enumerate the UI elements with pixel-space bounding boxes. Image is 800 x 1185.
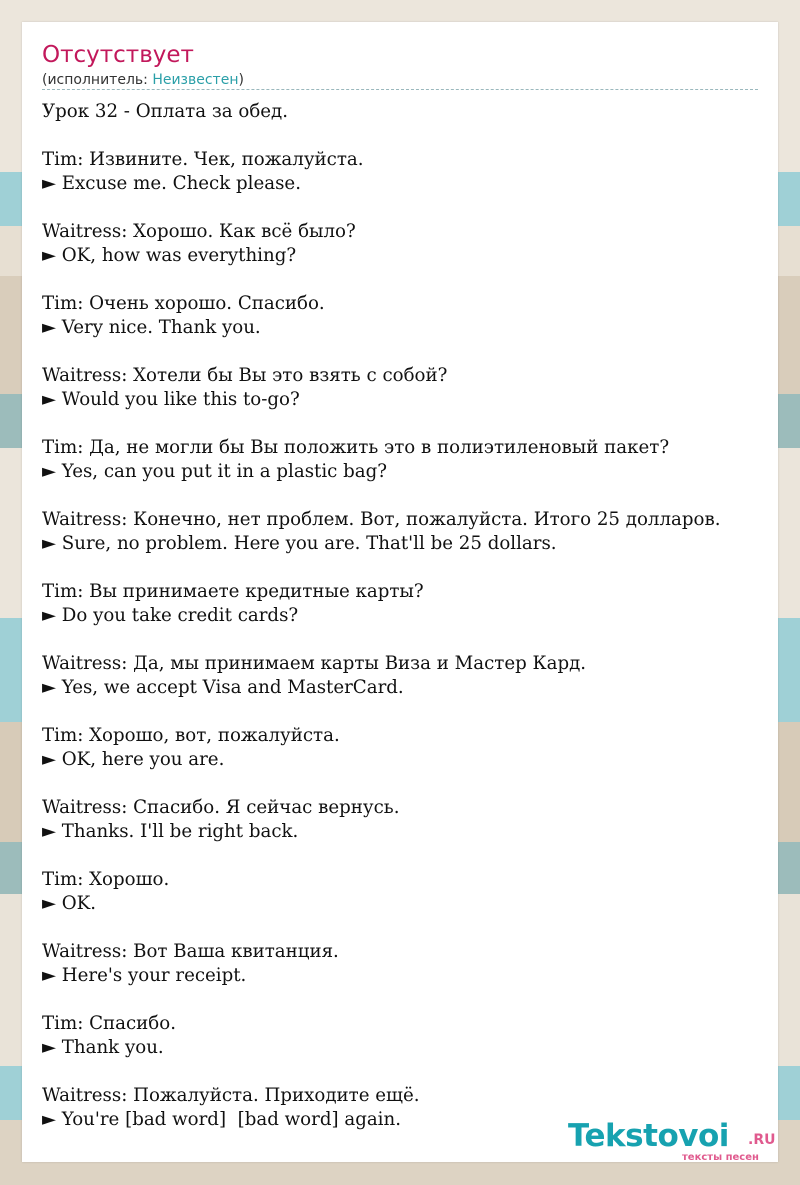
- lyrics-line: Tim: Вы принимаете кредитные карты?: [42, 581, 424, 602]
- lyrics-line: Tim: Хорошо.: [42, 869, 170, 890]
- lyrics-card: [22, 22, 778, 1162]
- lyrics-line: ► Yes, can you put it in a plastic bag?: [42, 461, 387, 482]
- logo-wordmark: Tekstovoi: [568, 1118, 729, 1154]
- lyrics-line: ► Do you take credit cards?: [42, 605, 299, 626]
- title-divider: [42, 89, 758, 90]
- logo-tagline: тексты песен: [682, 1152, 759, 1163]
- lyrics-line: ► Excuse me. Check please.: [42, 173, 301, 194]
- lyrics-line: Waitress: Да, мы принимаем карты Виза и Мастер Кард.: [42, 653, 587, 674]
- lyrics-line: ► Sure, no problem. Here you are. That'll be 25 dollars.: [42, 533, 557, 554]
- artist-suffix: ): [238, 72, 244, 88]
- lyrics-line: Tim: Спасибо.: [42, 1013, 176, 1034]
- lyrics-blank-line: [42, 412, 800, 436]
- lyrics-blank-line: [42, 484, 800, 508]
- lyrics-line: ► Yes, we accept Visa and MasterCard.: [42, 677, 404, 698]
- tekstovoi-logo[interactable]: [568, 1118, 778, 1164]
- lyrics-line: ► Very nice. Thank you.: [42, 317, 261, 338]
- lyrics-line: Урок 32 - Оплата за обед.: [42, 101, 289, 122]
- artist-prefix: (исполнитель:: [42, 72, 153, 88]
- lyrics-line: ► OK, here you are.: [42, 749, 225, 770]
- lyrics-line: Waitress: Спасибо. Я сейчас вернусь.: [42, 797, 400, 818]
- lyrics-line: ► OK.: [42, 893, 97, 914]
- lyrics-blank-line: [42, 700, 800, 724]
- lyrics-blank-line: [42, 268, 800, 292]
- lyrics-blank-line: [42, 1060, 800, 1084]
- lyrics-line: ► Thanks. I'll be right back.: [42, 821, 299, 842]
- lyrics-blank-line: [42, 556, 800, 580]
- lyrics-line: Waitress: Вот Ваша квитанция.: [42, 941, 339, 962]
- lyrics-line: Waitress: Пожалуйста. Приходите ещё.: [42, 1085, 420, 1106]
- lyrics-line: ► Thank you.: [42, 1037, 164, 1058]
- lyrics-blank-line: [42, 844, 800, 868]
- lyrics-line: Waitress: Хотели бы Вы это взять с собой?: [42, 365, 448, 386]
- lyrics-line: Tim: Очень хорошо. Спасибо.: [42, 293, 325, 314]
- logo-tld: .RU: [748, 1132, 776, 1148]
- lyrics-blank-line: [42, 916, 800, 940]
- lyrics-blank-line: [42, 124, 800, 148]
- lyrics-text: [42, 100, 800, 1132]
- lyrics-line: ► Would you like this to-go?: [42, 389, 300, 410]
- lyrics-blank-line: [42, 628, 800, 652]
- lyrics-blank-line: [42, 772, 800, 796]
- artist-line: [42, 71, 244, 89]
- lyrics-line: ► OK, how was everything?: [42, 245, 297, 266]
- lyrics-blank-line: [42, 196, 800, 220]
- lyrics-blank-line: [42, 988, 800, 1012]
- lyrics-blank-line: [42, 340, 800, 364]
- lyrics-line: Waitress: Хорошо. Как всё было?: [42, 221, 356, 242]
- lyrics-line: ► You're [bad word] [bad word] again.: [42, 1109, 401, 1130]
- song-title: Отсутствует: [42, 42, 194, 68]
- lyrics-line: Tim: Да, не могли бы Вы положить это в полиэтиленовый пакет?: [42, 437, 670, 458]
- lyrics-line: Tim: Хорошо, вот, пожалуйста.: [42, 725, 340, 746]
- artist-link[interactable]: Неизвестен: [152, 72, 239, 88]
- lyrics-line: ► Here's your receipt.: [42, 965, 247, 986]
- lyrics-line: Waitress: Конечно, нет проблем. Вот, пожалуйста. Итого 25 долларов.: [42, 509, 721, 530]
- lyrics-line: Tim: Извините. Чек, пожалуйста.: [42, 149, 364, 170]
